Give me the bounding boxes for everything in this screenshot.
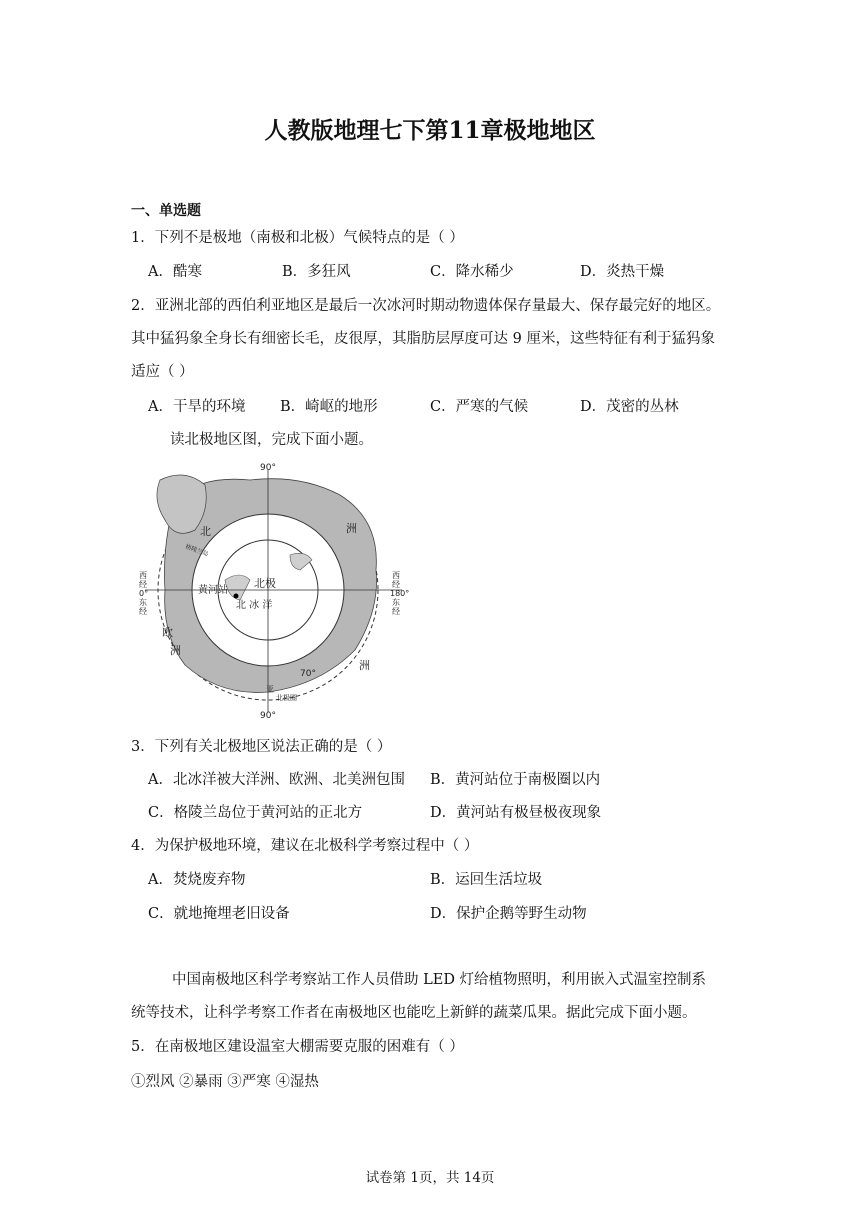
question-1-option-a: A．酷寒 — [148, 264, 202, 280]
map-intro: 读北极地区图，完成下面小题。 — [170, 432, 373, 448]
question-3-option-c: C．格陵兰岛位于黄河站的正北方 — [148, 805, 363, 821]
map-label-europe-zhou: 洲 — [170, 644, 181, 657]
map-label-arctic-circle: 北极圈 — [276, 694, 297, 702]
map-label-top-lon: 90° — [260, 463, 276, 473]
svg-text:经: 经 — [139, 580, 147, 589]
map-label-east-lon: 西 — [392, 571, 400, 580]
map-label-europe: 欧 — [162, 626, 173, 639]
svg-text:180°: 180° — [390, 589, 410, 598]
svg-text:0°: 0° — [139, 589, 149, 598]
svg-text:经: 经 — [392, 607, 400, 616]
question-5-stem: 5．在南极地区建设温室大棚需要克服的困难有（ ） — [131, 1039, 464, 1055]
map-label-north-pole: 北极 — [254, 577, 276, 590]
question-4-option-d: D．保护企鹅等野生动物 — [430, 906, 587, 922]
svg-text:东: 东 — [392, 598, 400, 607]
question-1-option-d: D．炎热干燥 — [580, 264, 665, 280]
map-label-greenland: 格陵兰岛 — [184, 543, 210, 559]
question-4-option-b: B．运回生活垃圾 — [430, 872, 543, 888]
question-2-line-2: 其中猛犸象全身长有细密长毛，皮很厚，其脂肪层厚度可达 9 厘米，这些特征有利于猛犸象 — [131, 331, 715, 347]
map-label-station: 黄河站 — [198, 585, 228, 596]
svg-text:经: 经 — [392, 580, 400, 589]
section-heading: 一、单选题 — [131, 203, 201, 219]
question-2-line-3: 适应（ ） — [131, 364, 194, 380]
station-dot — [234, 594, 239, 599]
question-1-option-c: C．降水稀少 — [430, 264, 514, 280]
map-label-north-america: 北 — [200, 525, 211, 538]
svg-text:经: 经 — [139, 607, 147, 616]
question-3-stem: 3．下列有关北极地区说法正确的是（ ） — [131, 739, 392, 755]
question-4-option-c: C．就地掩埋老旧设备 — [148, 906, 290, 922]
map-label-ocean: 北 冰 洋 — [236, 600, 273, 611]
map-label-asia-bottom: 洲 — [359, 659, 370, 672]
question-5-choices: ①烈风 ②暴雨 ③严寒 ④湿热 — [131, 1074, 319, 1090]
map-label-asia-top: 洲 — [346, 522, 357, 535]
map-label-arctic-a: 亚 — [266, 685, 274, 694]
passage-line-1: 中国南极地区科学考察站工作人员借助 LED 灯给植物照明，利用嵌入式温室控制系 — [172, 972, 707, 988]
question-3-option-a: A．北冰洋被大洋洲、欧洲、北美洲包围 — [148, 772, 405, 788]
arctic-map — [140, 460, 410, 720]
svg-text:东: 东 — [139, 598, 147, 607]
passage-line-2: 统等技术，让科学考察工作者在南极地区也能吃上新鲜的蔬菜瓜果。据此完成下面小题。 — [131, 1005, 697, 1021]
question-4-stem: 4．为保护极地环境，建议在北极科学考察过程中（ ） — [131, 838, 479, 854]
question-3-option-b: B．黄河站位于南极圈以内 — [430, 772, 601, 788]
greenland-shape — [157, 475, 206, 533]
map-label-bottom-lon: 90° — [260, 711, 276, 721]
question-1-stem: 1．下列不是极地（南极和北极）气候特点的是（ ） — [131, 230, 464, 246]
map-label-lat70: 70° — [300, 669, 316, 679]
question-2-option-d: D．茂密的丛林 — [580, 399, 679, 415]
question-4-option-a: A．焚烧废弃物 — [148, 872, 246, 888]
page-footer: 试卷第 1页，共 14页 — [365, 1170, 495, 1186]
question-1-option-b: B．多狂风 — [282, 264, 351, 280]
page-title: 人教版地理七下第11章极地地区 — [264, 117, 596, 144]
question-2-option-c: C．严寒的气候 — [430, 399, 529, 415]
question-2-line-1: 2．亚洲北部的西伯利亚地区是最后一次冰河时期动物遗体保存量最大、保存最完好的地区。 — [131, 298, 721, 314]
question-2-option-a: A．干旱的环境 — [148, 399, 246, 415]
map-label-west-lon: 西 — [139, 571, 147, 580]
question-2-option-b: B．崎岖的地形 — [280, 399, 378, 415]
question-3-option-d: D．黄河站有极昼极夜现象 — [430, 805, 602, 821]
